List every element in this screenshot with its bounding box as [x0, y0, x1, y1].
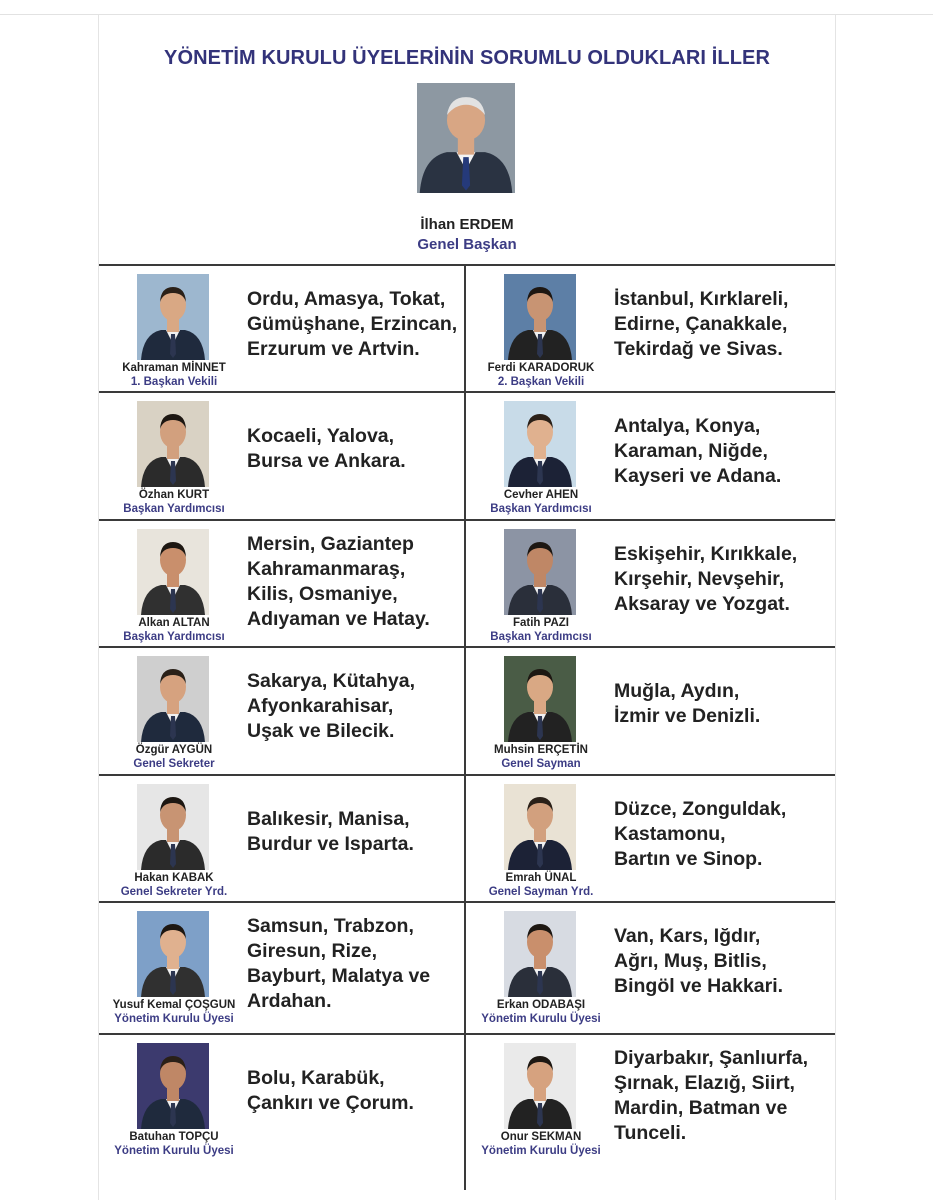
member-photo [137, 274, 209, 360]
province-line: Ordu, Amasya, Tokat, [247, 288, 446, 310]
member-photo [137, 529, 209, 615]
president-portrait [417, 83, 517, 193]
member-provinces [614, 924, 832, 999]
member-photo [137, 784, 209, 870]
member-role: Genel Sayman [501, 758, 581, 770]
province-line: Kırşehir, Nevşehir, [614, 568, 785, 590]
province-line: Bayburt, Malatya ve [247, 965, 431, 987]
member-photo [137, 911, 209, 997]
province-line: Karaman, Niğde, [614, 440, 768, 462]
member-photo [137, 1043, 209, 1129]
province-line: Adıyaman ve Hatay. [247, 608, 430, 630]
province-line: Bursa ve Ankara. [247, 450, 406, 472]
member-provinces [614, 414, 832, 489]
province-line: İstanbul, Kırklareli, [614, 288, 789, 310]
member-card [99, 651, 464, 777]
province-line: Muğla, Aydın, [614, 680, 740, 702]
province-line: Edirne, Çanakkale, [614, 313, 788, 335]
member-card [466, 906, 831, 1032]
member-name: Batuhan TOPÇU [129, 1131, 219, 1143]
member-card [99, 779, 464, 905]
member-name: Muhsin ERÇETİN [494, 744, 588, 756]
row-divider [99, 264, 835, 266]
province-line: Burdur ve Isparta. [247, 833, 414, 855]
member-name: Yusuf Kemal ÇOŞGUN [112, 999, 236, 1011]
member-role: 1. Başkan Vekili [130, 376, 218, 388]
member-card [466, 269, 831, 395]
president-name: İlhan ERDEM [420, 216, 514, 233]
province-line: Balıkesir, Manisa, [247, 808, 410, 830]
member-role: Yönetim Kurulu Üyesi [481, 1145, 601, 1157]
province-line: Giresun, Rize, [247, 940, 378, 962]
member-role: Genel Sekreter [133, 758, 215, 770]
province-line: Çankırı ve Çorum. [247, 1092, 414, 1114]
member-card [466, 651, 831, 777]
province-line: Bartın ve Sinop. [614, 848, 763, 870]
province-line: Ağrı, Muş, Bitlis, [614, 950, 767, 972]
member-role: Yönetim Kurulu Üyesi [114, 1145, 234, 1157]
member-role: Yönetim Kurulu Üyesi [114, 1013, 234, 1025]
province-line: Tekirdağ ve Sivas. [614, 338, 783, 360]
member-photo [137, 401, 209, 487]
member-provinces [614, 542, 832, 617]
province-line: Erzurum ve Artvin. [247, 338, 420, 360]
member-card [99, 396, 464, 522]
member-card [99, 269, 464, 395]
province-line: Aksaray ve Yozgat. [614, 593, 790, 615]
member-provinces [247, 807, 465, 857]
province-line: Kahramanmaraş, [247, 558, 406, 580]
member-name: Cevher AHEN [503, 489, 579, 501]
member-name: Ferdi KARADORUK [487, 362, 595, 374]
member-photo [137, 656, 209, 742]
member-card [99, 1038, 464, 1164]
member-provinces [614, 1046, 832, 1146]
row-divider [99, 1033, 835, 1035]
member-name: Özhan KURT [138, 489, 210, 501]
member-card [466, 779, 831, 905]
member-photo [504, 529, 576, 615]
province-line: Kastamonu, [614, 823, 726, 845]
member-photo [504, 656, 576, 742]
province-line: Ardahan. [247, 990, 332, 1012]
province-line: Afyonkarahisar, [247, 695, 394, 717]
member-name: Kahraman MİNNET [122, 362, 226, 374]
board-chart [98, 15, 836, 1200]
province-line: Mardin, Batman ve [614, 1097, 788, 1119]
province-line: Gümüşhane, Erzincan, [247, 313, 458, 335]
member-card [466, 524, 831, 650]
member-name: Özgür AYGÜN [135, 744, 213, 756]
province-line: İzmir ve Denizli. [614, 705, 761, 727]
province-line: Bolu, Karabük, [247, 1067, 385, 1089]
member-role: Başkan Yardımcısı [123, 631, 225, 643]
member-name: Erkan ODABAŞI [496, 999, 586, 1011]
page-title: YÖNETİM KURULU ÜYELERİNİN SORUMLU OLDUKLARI İLLER [164, 47, 770, 69]
member-provinces [247, 914, 465, 1014]
president-role: Genel Başkan [417, 236, 517, 253]
member-provinces [614, 679, 832, 729]
member-role: Başkan Yardımcısı [490, 631, 592, 643]
province-line: Tunceli. [614, 1122, 687, 1144]
province-line: Sakarya, Kütahya, [247, 670, 416, 692]
province-line: Kocaeli, Yalova, [247, 425, 395, 447]
member-provinces [247, 287, 465, 362]
province-line: Diyarbakır, Şanlıurfa, [614, 1047, 809, 1069]
president-photo [417, 83, 515, 193]
member-card [99, 906, 464, 1032]
province-line: Samsun, Trabzon, [247, 915, 414, 937]
member-role: Başkan Yardımcısı [490, 503, 592, 515]
member-photo [504, 784, 576, 870]
member-role: Yönetim Kurulu Üyesi [481, 1013, 601, 1025]
province-line: Bingöl ve Hakkari. [614, 975, 784, 997]
member-provinces [247, 669, 465, 744]
province-line: Kayseri ve Adana. [614, 465, 782, 487]
member-name: Onur SEKMAN [500, 1131, 582, 1143]
province-line: Antalya, Konya, [614, 415, 761, 437]
member-name: Emrah ÜNAL [505, 872, 577, 884]
province-line: Düzce, Zonguldak, [614, 798, 787, 820]
member-name: Fatih PAZI [512, 617, 569, 629]
member-photo [504, 911, 576, 997]
province-line: Uşak ve Bilecik. [247, 720, 395, 742]
member-photo [504, 401, 576, 487]
member-role: Genel Sayman Yrd. [488, 886, 594, 898]
province-line: Van, Kars, Iğdır, [614, 925, 761, 947]
member-provinces [247, 532, 465, 632]
member-card [466, 396, 831, 522]
member-provinces [247, 424, 465, 474]
province-line: Şırnak, Elazığ, Siirt, [614, 1072, 795, 1094]
member-photo [504, 274, 576, 360]
member-name: Alkan ALTAN [138, 617, 210, 629]
member-role: Genel Sekreter Yrd. [120, 886, 228, 898]
province-line: Eskişehir, Kırıkkale, [614, 543, 798, 565]
province-line: Mersin, Gaziantep [247, 533, 414, 555]
member-provinces [247, 1066, 465, 1116]
member-provinces [614, 797, 832, 872]
member-card [99, 524, 464, 650]
member-photo [504, 1043, 576, 1129]
member-card [466, 1038, 831, 1164]
member-role: Başkan Yardımcısı [123, 503, 225, 515]
member-name: Hakan KABAK [134, 872, 214, 884]
member-provinces [614, 287, 832, 362]
member-role: 2. Başkan Vekili [497, 376, 585, 388]
province-line: Kilis, Osmaniye, [247, 583, 398, 605]
